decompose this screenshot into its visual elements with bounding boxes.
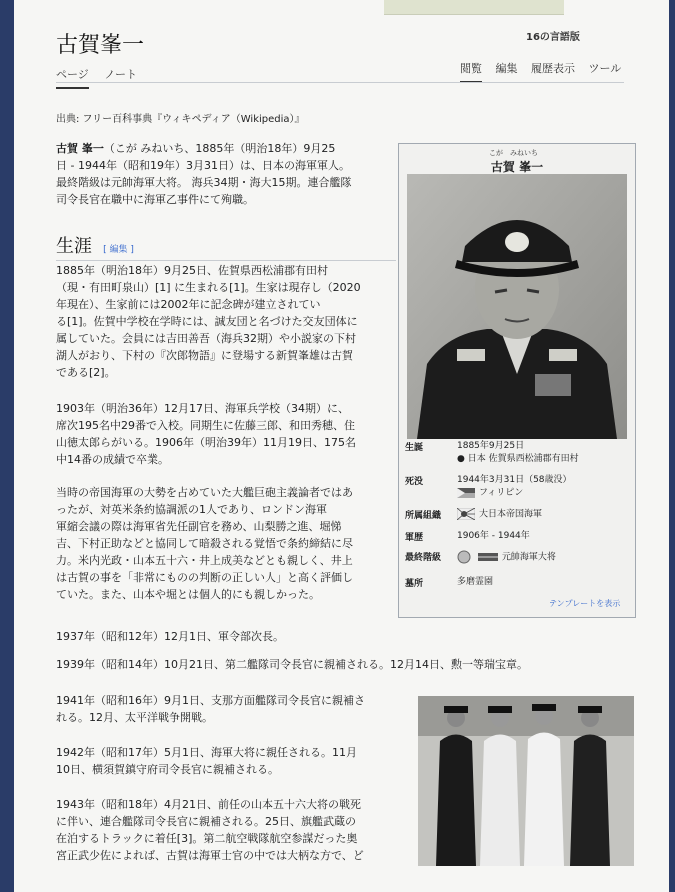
infobox-key: 生誕 — [405, 443, 424, 453]
text-line: 山徳太郎らがいる。1906年（明治39年）11月19日、175名 — [56, 436, 356, 449]
text-line: 10日、横須賀鎮守府司令長官に親補される。 — [56, 763, 279, 776]
paragraph-birth — [56, 262, 361, 381]
text-line: 軍縮会議の際は海軍省先任副官を務め、山梨勝之進、堀悌 — [56, 520, 342, 533]
paragraph-politics — [56, 484, 353, 603]
source-line: 出典: フリー百科事典『ウィキペディア（Wikipedia）』 — [56, 114, 305, 125]
infobox-key: 所属組織 — [405, 511, 442, 521]
text-line: 宮正武少佐によれば、古賀は海軍士官の中では大柄な方で、ど — [56, 849, 364, 862]
text-line: 吉、下村正助などと協同して暗殺される覚悟で条約締結に尽 — [56, 537, 353, 550]
text-line: 当時の帝国海軍の大勢を占めていた大艦巨砲主義論者ではあ — [56, 486, 353, 499]
infobox-value-line: 1885年9月25日 — [457, 441, 525, 451]
philippines-flag-icon — [457, 488, 475, 498]
naval-ensign-icon — [457, 508, 475, 520]
infobox-value[interactable]: 多磨霊園 — [457, 577, 494, 587]
lead-line: （こが みねいち、1885年（明治18年）9月25 — [103, 142, 336, 155]
lead-paragraph — [56, 140, 396, 208]
text-line: れる。12月、太平洋戦争開戦。 — [56, 711, 213, 724]
paragraph-1941 — [56, 692, 365, 726]
infobox — [398, 143, 636, 618]
tape-strip — [384, 0, 564, 15]
infobox-key: 軍歴 — [405, 533, 424, 543]
lead-name: 古賀 峯一 — [56, 142, 104, 155]
view-tabs — [460, 60, 631, 76]
text-line: （現・有田町泉山）[1] に生まれる[1]。生家は現存し（2020 — [56, 281, 361, 294]
tab-tools[interactable]: ツール — [588, 62, 622, 75]
text-line: 1942年（昭和17年）5月1日、海軍大将に親任される。11月 — [56, 746, 357, 759]
paragraph-academy — [56, 400, 356, 468]
section-edit-link[interactable]: [ 編集 ] — [103, 245, 134, 255]
text-line: 在泊するトラックに着任[3]。第二航空戦隊航空参謀だった奥 — [56, 832, 358, 845]
infobox-value-line[interactable] — [457, 487, 633, 500]
infobox-key: 墓所 — [405, 579, 424, 589]
text-line: ったが、対英米条約協調派の1人であり、ロンドン海軍 — [56, 503, 327, 516]
text-line: 1885年（明治18年）9月25日、佐賀県西松浦郡有田村 — [56, 264, 328, 277]
text-line: は古賀の事を「非常にものの判断の正しい人」と高く評価し — [56, 571, 353, 584]
text-line: である[2]。 — [56, 366, 116, 379]
tab-talk[interactable]: ノート — [104, 68, 137, 81]
tab-edit[interactable]: 編集 — [495, 62, 518, 75]
infobox-ruby: こが みねいち — [489, 149, 538, 157]
text-line: 1937年（昭和12年）12月1日、軍令部次長。 — [56, 630, 284, 643]
text-line: 年現在）、生家前には2002年に記念碑が建立されてい — [56, 298, 321, 311]
tab-read[interactable]: 閲覧 — [460, 62, 482, 83]
text-line: 属していた。会員には吉田善吾（海兵32期）や小説家の下村 — [56, 332, 356, 345]
infobox-value: 1906年 - 1944年 — [457, 531, 530, 541]
group-photo[interactable] — [418, 696, 634, 866]
infobox-value — [457, 474, 633, 500]
text-line: 湖人がおり、下村の『次郎物語』に登場する新賀峯雄は古賀 — [56, 349, 353, 362]
paragraph-1939 — [56, 656, 528, 673]
infobox-key: 最終階級 — [405, 553, 442, 563]
rank-insignia-icon — [457, 550, 471, 564]
infobox-value-line: 1944年3月31日（58歳没） — [457, 475, 572, 485]
lead-line: 日 - 1944年（昭和19年）3月31日）は、日本の海軍軍人。 — [56, 159, 350, 172]
infobox-value — [457, 508, 633, 522]
text-line: 1941年（昭和16年）9月1日、支那方面艦隊司令長官に親補さ — [56, 694, 365, 707]
paragraph-1942 — [56, 744, 357, 778]
section-heading — [56, 232, 396, 261]
infobox-key: 死没 — [405, 477, 424, 487]
text-line: る[1]。佐賀中学校在学時には、誠友団と名づけた交友団体に — [56, 315, 358, 328]
lead-line: 司令長官在職中に海軍乙事件にて殉職。 — [56, 193, 254, 206]
page-title: 古賀峯一 — [56, 33, 145, 58]
section-title: 生涯 — [56, 236, 92, 257]
text-line: 力。米内光政・山本五十六・井上成美などとも親しく、井上 — [56, 554, 353, 567]
text-line: 1903年（明治36年）12月17日、海軍兵学校（34期）に、 — [56, 402, 349, 415]
infobox-value-text[interactable]: フィリピン — [479, 488, 524, 498]
tab-history[interactable]: 履歴表示 — [531, 62, 575, 75]
infobox-value — [457, 550, 633, 565]
namespace-tabs — [56, 66, 149, 82]
printed-page — [14, 0, 669, 892]
infobox-value — [457, 440, 633, 466]
paragraph-1937 — [56, 628, 284, 645]
text-line: 1939年（昭和14年）10月21日、第二艦隊司令長官に親補される。12月14日、勲一等瑞宝章。 — [56, 658, 528, 671]
template-link[interactable]: テンプレートを表示 — [549, 599, 621, 608]
tab-page[interactable]: ページ — [56, 68, 89, 89]
paragraph-1943 — [56, 796, 364, 864]
header-divider — [56, 82, 624, 83]
text-line: に伴い、連合艦隊司令長官に親補される。25日、旗艦武蔵の — [56, 815, 356, 828]
text-line: ていた。また、山本や堀とは個人的にも親しかった。 — [56, 588, 320, 601]
text-line: 1943年（昭和18年）4月21日、前任の山本五十六大将の戦死 — [56, 798, 361, 811]
infobox-value-text[interactable]: 元帥海軍大将 — [501, 552, 556, 563]
infobox-value-line[interactable]: ● 日本 佐賀県西松浦郡有田村 — [457, 454, 579, 464]
infobox-value-text[interactable]: 大日本帝国海軍 — [479, 509, 543, 520]
portrait-photo[interactable] — [407, 174, 627, 439]
text-line: 席次195名中29番で入校。同期生に佐藤三郎、和田秀穂、住 — [56, 419, 355, 432]
infobox-name: 古賀 峯一 — [490, 160, 544, 174]
text-line: 中14番の成績で卒業。 — [56, 453, 169, 466]
languages-link[interactable]: 16の言語版 — [526, 32, 580, 43]
rank-badge-icon — [478, 553, 498, 561]
lead-line: 最終階級は元帥海軍大将。 海兵34期・海大15期。連合艦隊 — [56, 176, 352, 189]
